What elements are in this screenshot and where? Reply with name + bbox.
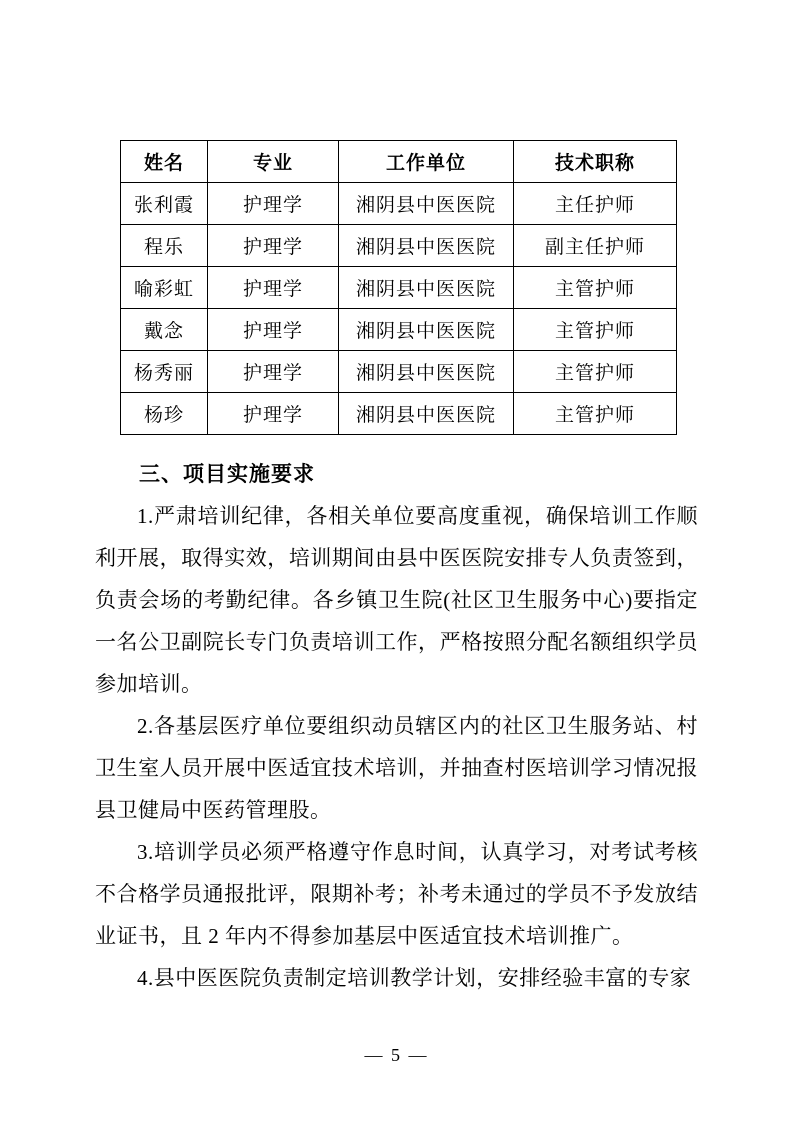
- cell-workunit: 湘阴县中医医院: [339, 309, 514, 351]
- table-row: [121, 267, 677, 309]
- table-row: [121, 183, 677, 225]
- header-workunit: 工作单位: [339, 141, 514, 183]
- table-row: [121, 351, 677, 393]
- cell-major: 护理学: [208, 393, 339, 435]
- cell-title: 主管护师: [514, 351, 677, 393]
- paragraph-2: 2.各基层医疗单位要组织动员辖区内的社区卫生服务站、村卫生室人员开展中医适宜技术培训，并抽查村医培训学习情况报县卫健局中医药管理股。: [95, 714, 698, 822]
- cell-title: 主任护师: [514, 183, 677, 225]
- cell-title: 主管护师: [514, 309, 677, 351]
- header-major: 专业: [208, 141, 339, 183]
- cell-title: 主管护师: [514, 393, 677, 435]
- cell-major: 护理学: [208, 351, 339, 393]
- page-number: — 5 —: [364, 1045, 429, 1065]
- cell-name: 戴念: [121, 309, 208, 351]
- cell-name: 杨珍: [121, 393, 208, 435]
- cell-major: 护理学: [208, 267, 339, 309]
- cell-major: 护理学: [208, 309, 339, 351]
- cell-workunit: 湘阴县中医医院: [339, 225, 514, 267]
- personnel-table: [120, 140, 677, 435]
- cell-name: 程乐: [121, 225, 208, 267]
- table-row: [121, 225, 677, 267]
- table-row: [121, 309, 677, 351]
- cell-workunit: 湘阴县中医医院: [339, 183, 514, 225]
- cell-title: 主管护师: [514, 267, 677, 309]
- cell-major: 护理学: [208, 183, 339, 225]
- cell-major: 护理学: [208, 225, 339, 267]
- cell-workunit: 湘阴县中医医院: [339, 267, 514, 309]
- paragraph-3: 3.培训学员必须严格遵守作息时间，认真学习，对考试考核不合格学员通报批评，限期补考；补考未通过的学员不予发放结业证书，且 2 年内不得参加基层中医适宜技术培训推广。: [95, 840, 698, 948]
- header-title: 技术职称: [514, 141, 677, 183]
- section-heading: 三、项目实施要求: [139, 462, 315, 486]
- cell-name: 张利霞: [121, 183, 208, 225]
- paragraph-1: 1.严肃培训纪律，各相关单位要高度重视，确保培训工作顺利开展，取得实效，培训期间由县中医医院安排专人负责签到，负责会场的考勤纪律。各乡镇卫生院(社区卫生服务中心)要指定一名公卫副院长专门负责培训工作，严格按照分配名额组织学员参加培训。: [95, 504, 698, 696]
- header-name: 姓名: [121, 141, 208, 183]
- cell-title: 副主任护师: [514, 225, 677, 267]
- table-header-row: [121, 141, 677, 183]
- cell-workunit: 湘阴县中医医院: [339, 393, 514, 435]
- cell-workunit: 湘阴县中医医院: [339, 351, 514, 393]
- cell-name: 杨秀丽: [121, 351, 208, 393]
- table-row: [121, 393, 677, 435]
- paragraph-4: 4.县中医医院负责制定培训教学计划，安排经验丰富的专家: [137, 966, 692, 990]
- cell-name: 喻彩虹: [121, 267, 208, 309]
